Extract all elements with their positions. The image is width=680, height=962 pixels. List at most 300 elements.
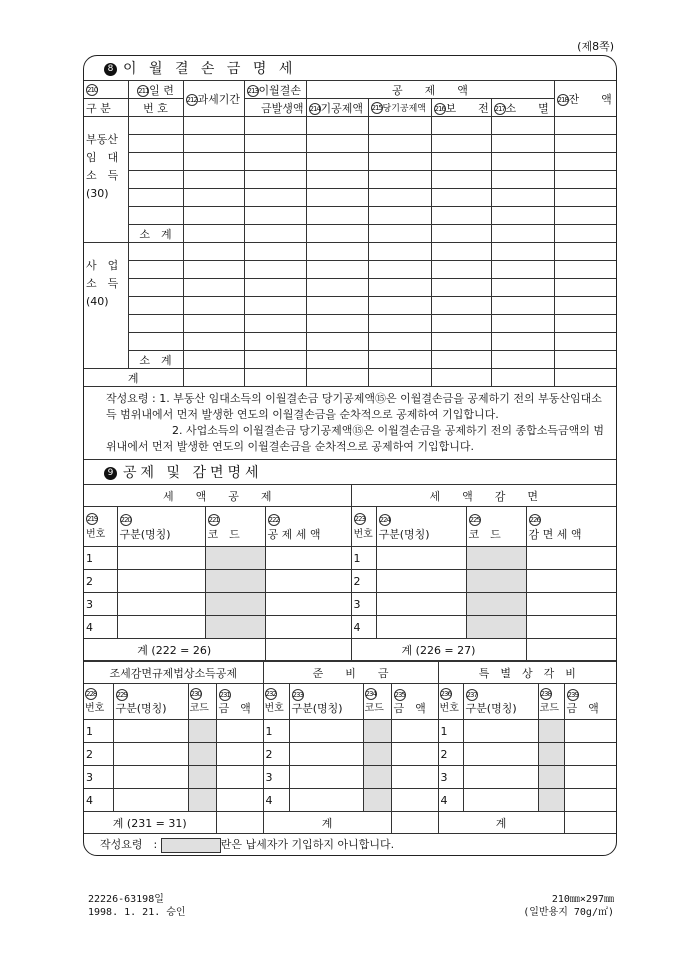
input-cell[interactable] [183,279,244,297]
table-cell[interactable] [265,593,351,616]
table-cell: 번 호 [128,99,183,117]
table-cell[interactable] [289,720,363,743]
table-row [84,743,616,766]
circled-number: 214 [309,104,320,113]
table-cell: 4 [84,789,113,812]
circled-number: 220 [120,515,131,524]
input-cell[interactable] [128,171,183,189]
table-cell[interactable] [113,789,188,812]
table-cell [244,369,306,387]
table-cell: 계 [263,812,391,834]
table-cell[interactable] [183,351,244,369]
table-row [84,789,616,812]
input-cell[interactable] [183,297,244,315]
input-cell[interactable] [368,135,431,153]
input-cell[interactable] [431,261,491,279]
input-cell[interactable] [431,189,491,207]
table-cell[interactable] [564,766,616,789]
circled-number: 230 [190,689,201,698]
table-cell: 2 [351,570,376,593]
table-cell[interactable] [368,351,431,369]
section-8-notes: 작성요령 : 1. 부동산 임대소득의 이월결손금 당기공제액⑮은 이월결손금을 공제하기 전의 부동산임대소득 범위내에서 먼저 발생한 연도의 이월결손금을 순차적으로 공제하여 기입합니다. 2. 사업소득의 이월결손금 당기공제액⑮은 이월결손금을 공제하기 전의 종합소득금액의 범위내에서 먼저 발생한 연도의 이월결손금을 순차적으로 공제하여 기입합니다. [84,387,616,460]
circled-number: 235 [394,690,405,699]
table-cell: 공 제 액 [306,81,554,99]
table-cell: 230 코드 [188,684,216,720]
circled-number: 225 [469,515,480,524]
table-cell[interactable] [117,547,205,570]
table-cell[interactable] [564,743,616,766]
input-cell[interactable] [306,135,368,153]
input-cell[interactable] [431,333,491,351]
table-cell[interactable] [554,225,616,243]
input-cell[interactable] [306,315,368,333]
input-cell[interactable] [128,261,183,279]
table-cell: 1 [263,720,289,743]
table-cell[interactable] [431,351,491,369]
table-cell [368,369,431,387]
table-cell[interactable] [244,225,306,243]
table-cell[interactable] [564,720,616,743]
input-cell[interactable] [306,153,368,171]
input-cell[interactable] [431,135,491,153]
circled-number: 234 [365,689,376,698]
table-cell[interactable] [113,766,188,789]
input-cell[interactable] [306,279,368,297]
circled-number: 219 [87,514,98,523]
table-cell [188,766,216,789]
table-cell[interactable] [306,225,368,243]
input-cell[interactable] [554,297,616,315]
input-cell[interactable] [306,171,368,189]
table-cell: 220 구분(명칭) [117,507,205,547]
table-cell [306,369,368,387]
circled-number: 215 [371,104,382,113]
table-cell: 1 [84,720,113,743]
input-cell[interactable] [244,279,306,297]
table-cell: 2 [438,743,463,766]
input-cell[interactable] [306,207,368,225]
table-cell: 226 감 면 세 액 [526,507,616,547]
table-cell: 215당기공제액 [368,99,431,117]
table-cell [188,743,216,766]
table-row [84,297,616,315]
input-cell[interactable] [554,333,616,351]
input-cell[interactable] [244,207,306,225]
input-cell[interactable] [554,315,616,333]
table-cell: 229 구분(명칭) [113,684,188,720]
table-cell[interactable] [306,117,368,135]
table-cell[interactable] [491,351,554,369]
table-cell: 214기공제액 [306,99,368,117]
table-cell: 239 금 액 [564,684,616,720]
table-cell [538,720,564,743]
input-cell[interactable] [306,333,368,351]
table-cell[interactable] [526,547,616,570]
table-cell: 216보 전 [431,99,491,117]
table-cell[interactable] [306,243,368,261]
input-cell[interactable] [244,261,306,279]
input-cell[interactable] [431,207,491,225]
table-cell: 231 금 액 [216,684,263,720]
table-cell [363,789,391,812]
circled-number: 210 [87,86,98,94]
circled-number: 236 [440,689,451,698]
table-cell[interactable] [183,225,244,243]
table-cell: 계 (231 = 31) [84,812,216,834]
table-row [84,547,616,570]
input-cell[interactable] [491,333,554,351]
table-row [84,153,616,171]
table-cell[interactable] [216,743,263,766]
table-cell[interactable] [491,117,554,135]
input-cell[interactable] [128,297,183,315]
input-cell[interactable] [244,153,306,171]
table-cell: 세 액 공 제 [84,485,351,507]
section-9-title: 9 공제 및 감면명세 [84,460,616,485]
circled-number: 231 [219,690,230,699]
subtotal-row [84,225,616,243]
table-cell[interactable] [376,616,466,639]
table-cell[interactable] [463,766,538,789]
circled-number: 223 [354,514,365,523]
table-cell[interactable] [113,743,188,766]
table-row [84,189,616,207]
table-cell[interactable] [554,243,616,261]
table-cell [564,812,616,834]
input-cell[interactable] [554,135,616,153]
input-cell[interactable] [431,315,491,333]
table-cell: 233 구분(명칭) [289,684,363,720]
table-cell[interactable] [306,351,368,369]
table-cell: 소 계 [128,225,183,243]
input-cell[interactable] [491,207,554,225]
input-cell[interactable] [183,153,244,171]
table-cell: 218잔 액 [554,81,616,117]
circled-number: 233 [292,690,303,699]
form-code: 22226-63198일 1998. 1. 21. 승인 [88,894,186,918]
table-cell[interactable] [376,593,466,616]
input-cell[interactable] [128,279,183,297]
input-cell[interactable] [183,189,244,207]
table-cell[interactable] [526,593,616,616]
table-cell [391,812,438,834]
input-cell[interactable] [431,171,491,189]
table-cell: 4 [438,789,463,812]
input-cell[interactable] [368,261,431,279]
input-cell[interactable] [368,153,431,171]
table-row [84,315,616,333]
table-cell: 235 금 액 [391,684,438,720]
table-cell: 세 액 감 면 [351,485,616,507]
table-cell[interactable] [463,743,538,766]
table-cell[interactable] [216,766,263,789]
input-cell[interactable] [306,297,368,315]
table-cell [183,369,244,387]
table-cell [205,547,265,570]
circled-number: 221 [208,515,219,524]
table-cell [216,812,263,834]
input-cell[interactable] [554,153,616,171]
input-cell[interactable] [554,207,616,225]
loss-carryover-table [84,56,616,460]
input-cell[interactable] [491,189,554,207]
table-cell[interactable] [117,570,205,593]
table-cell: 소 계 [128,351,183,369]
table-cell: 1 [84,547,117,570]
table-cell: 212과세기간 [183,81,244,117]
input-cell[interactable] [491,153,554,171]
input-cell[interactable] [128,189,183,207]
table-cell [363,743,391,766]
circled-number: 238 [540,689,551,698]
table-cell [431,369,491,387]
subtotal-row [84,351,616,369]
input-cell[interactable] [554,171,616,189]
table-cell [466,616,526,639]
input-cell[interactable] [244,297,306,315]
input-cell[interactable] [368,207,431,225]
table-cell[interactable] [564,789,616,812]
table-cell [205,616,265,639]
table-cell: 237 구분(명칭) [463,684,538,720]
input-cell[interactable] [183,333,244,351]
input-cell[interactable] [368,171,431,189]
input-cell[interactable] [554,279,616,297]
table-cell[interactable] [554,351,616,369]
circled-number: 222 [268,515,279,524]
table-cell[interactable] [431,117,491,135]
table-cell[interactable] [391,766,438,789]
input-cell[interactable] [368,279,431,297]
input-cell[interactable] [183,135,244,153]
table-cell: 3 [351,593,376,616]
input-cell[interactable] [491,279,554,297]
input-cell[interactable] [183,261,244,279]
table-cell: 2 [84,570,117,593]
input-cell[interactable] [368,315,431,333]
input-cell[interactable] [244,189,306,207]
circled-number: 239 [567,690,578,699]
input-cell[interactable] [128,135,183,153]
table-cell[interactable] [391,789,438,812]
table-cell: 사 업 소 득 (40) [84,243,128,369]
table-cell [205,593,265,616]
table-row [84,117,616,135]
circled-number: 228 [86,689,97,698]
table-row [84,593,616,616]
table-cell[interactable] [244,351,306,369]
table-cell: 1 [351,547,376,570]
table-cell [466,593,526,616]
input-cell[interactable] [491,171,554,189]
table-cell[interactable] [265,547,351,570]
special-deduction-table [84,661,616,855]
table-row [84,135,616,153]
table-cell[interactable] [117,616,205,639]
circled-number: 224 [379,515,390,524]
table-cell[interactable] [391,720,438,743]
table-cell[interactable] [183,243,244,261]
table-cell [188,789,216,812]
input-cell[interactable] [491,135,554,153]
table-cell[interactable] [491,225,554,243]
table-cell[interactable] [368,117,431,135]
table-cell: 211일 련 [128,81,183,99]
table-cell: 2 [84,743,113,766]
table-cell [363,720,391,743]
input-cell[interactable] [368,297,431,315]
table-cell: 222 공 제 세 액 [265,507,351,547]
table-cell: 224 구분(명칭) [376,507,466,547]
table-cell [538,766,564,789]
circled-number: 211 [138,86,149,95]
table-cell[interactable] [117,593,205,616]
input-cell[interactable] [128,333,183,351]
table-cell: 부동산 임 대 소 득 (30) [84,117,128,243]
table-cell[interactable] [554,117,616,135]
table-cell: 금발생액 [244,99,306,117]
table-cell: 준 비 금 [263,662,438,684]
table-cell[interactable] [289,789,363,812]
table-cell[interactable] [113,720,188,743]
input-cell[interactable] [244,333,306,351]
table-cell[interactable] [368,225,431,243]
table-cell: 계 (222 = 26) [84,639,265,661]
table-cell: 4 [84,616,117,639]
input-cell[interactable] [244,135,306,153]
page-number: (제8쪽) [577,40,614,53]
input-cell[interactable] [128,207,183,225]
input-cell[interactable] [306,261,368,279]
table-cell: 223 번호 [351,507,376,547]
input-cell[interactable] [431,279,491,297]
table-cell: 219 번호 [84,507,117,547]
table-cell [466,547,526,570]
table-cell[interactable] [431,243,491,261]
section-8-title: 8 이 월 결 손 금 명 세 [84,56,616,81]
table-cell[interactable] [216,789,263,812]
table-cell: 236 번호 [438,684,463,720]
table-cell[interactable] [463,789,538,812]
table-cell [491,369,554,387]
paper-spec: 210㎜×297㎜ (일반용지 70g/㎡) [523,894,614,918]
table-cell[interactable] [289,743,363,766]
input-cell[interactable] [368,333,431,351]
circled-number: 218 [557,95,568,104]
input-cell[interactable] [244,315,306,333]
input-cell[interactable] [491,261,554,279]
table-cell[interactable] [289,766,363,789]
form-frame [83,55,617,856]
table-cell[interactable] [526,570,616,593]
table-cell[interactable] [391,743,438,766]
table-cell: 조세감면규제법상소득공제 [84,662,263,684]
input-cell[interactable] [128,315,183,333]
table-cell[interactable] [265,616,351,639]
table-cell: 1 [438,720,463,743]
input-cell[interactable] [431,153,491,171]
input-cell[interactable] [306,189,368,207]
table-cell: 228 번호 [84,684,113,720]
table-row [84,616,616,639]
table-cell: 234 코드 [363,684,391,720]
table-row [84,333,616,351]
table-row [84,261,616,279]
table-cell: 4 [351,616,376,639]
table-cell: 225 코 드 [466,507,526,547]
circled-number: 213 [247,86,258,95]
table-row [84,243,616,261]
input-cell[interactable] [244,171,306,189]
table-cell: 221 코 드 [205,507,265,547]
deduction-exemption-table [84,460,616,661]
table-cell: 2 [263,743,289,766]
table-cell [538,743,564,766]
table-row [84,207,616,225]
table-cell: 특 별 상 각 비 [438,662,616,684]
circled-number: 212 [186,95,197,104]
table-cell: 213이월결손 [244,81,306,99]
table-cell[interactable] [368,243,431,261]
table-cell[interactable] [265,570,351,593]
section-9-note: 작성요령 : 란은 납세자가 기입하지 아니합니다. [84,834,616,856]
circled-number: 226 [529,515,540,524]
table-cell[interactable] [526,616,616,639]
table-cell[interactable] [491,243,554,261]
table-cell[interactable] [376,547,466,570]
table-cell: 계 (226 = 27) [351,639,526,661]
table-cell[interactable] [376,570,466,593]
table-cell: 계 [438,812,564,834]
input-cell[interactable] [183,315,244,333]
table-row [84,570,616,593]
table-cell [265,639,351,661]
table-cell: 3 [438,766,463,789]
table-cell[interactable] [463,720,538,743]
table-cell[interactable] [431,225,491,243]
input-cell[interactable] [183,171,244,189]
input-cell[interactable] [368,189,431,207]
input-cell[interactable] [491,297,554,315]
table-cell[interactable] [183,117,244,135]
table-cell: 4 [263,789,289,812]
input-cell[interactable] [183,207,244,225]
table-cell[interactable] [128,243,183,261]
circled-number: 217 [494,104,505,113]
input-cell[interactable] [128,153,183,171]
input-cell[interactable] [431,297,491,315]
input-cell[interactable] [554,189,616,207]
table-cell [526,639,616,661]
table-row [84,279,616,297]
table-cell[interactable] [216,720,263,743]
table-cell: 232 번호 [263,684,289,720]
table-cell [205,570,265,593]
table-cell[interactable] [244,243,306,261]
input-cell[interactable] [491,315,554,333]
table-cell[interactable] [244,117,306,135]
table-cell: 3 [84,766,113,789]
input-cell[interactable] [554,261,616,279]
circled-number: 232 [265,689,276,698]
table-cell [466,570,526,593]
grand-total-label: 계 [84,369,183,387]
table-cell [84,81,128,99]
table-row [84,720,616,743]
table-cell[interactable] [128,117,183,135]
table-cell: 238 코드 [538,684,564,720]
table-row [84,171,616,189]
